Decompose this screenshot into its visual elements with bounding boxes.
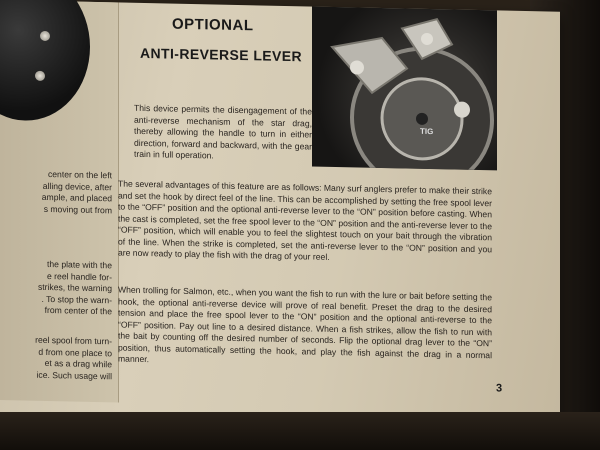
- page-number: 3: [496, 382, 503, 395]
- left-page: [0, 0, 119, 402]
- left-column-text: the plate with the e reel handle for- strikes, the warning . To stop the warn- from center of the: [37, 258, 112, 317]
- intro-paragraph: This device permits the disengagement of the anti-reverse mechanism of the star drag, thereby allowing the handle to turn in either direction, forward and backward, with the gear train in full operation.: [134, 102, 312, 161]
- screw-icon: [35, 71, 45, 81]
- table-surface: [0, 412, 600, 450]
- page-title-line1: OPTIONAL: [172, 15, 254, 35]
- reel-label: TIG: [420, 126, 434, 137]
- trolling-paragraph: When trolling for Salmon, etc., when you want the fish to run with the lure or bait before setting the hook, the optional anti-reverse device will prove of real benefit. Preset the drag to the desired tension and place the free spool lever to the “ON” position and the optional anti-reverse to the “OFF” position. Pay out line to a desired distance. When a fish strikes, allow the fish to run with the bait by counting off the desired number of seconds. Flip the optional drag lever to the “ON” position, thus automatically setting the hook, and play the fish against the drag in a normal manner.: [118, 284, 492, 365]
- reel-photo-right: [312, 7, 497, 171]
- advantages-paragraph: The several advantages of this feature are as follows: Many surf anglers prefer to make their strike and set the hook by direct feel of the line. This can be accomplished by setting the free spool lever to the “OFF” position and the optional anti-reverse lever to the “ON” position before casting. When the cast is completed, set the free spool lever to the “ON” position and the anti-reverse lever to the “OFF” position, which will enable you to feel the slightest touch on your bait through the vibration of the line. When the strike is completed, set the anti-reverse lever to the “ON” position and you are now ready to play the fish with the drag of your reel.: [118, 178, 493, 262]
- page-title-line2: ANTI-REVERSE LEVER: [140, 44, 302, 65]
- left-column-text: center on the left alling device, after ample, and placed s moving out from: [41, 169, 112, 215]
- reel-mechanism-illustration: [312, 7, 497, 171]
- screw-icon: [40, 31, 50, 41]
- reel-photo-left: [0, 0, 90, 122]
- left-column-text: reel spool from turn- d from one place to et as a drag while ice. Such usage will: [35, 334, 112, 381]
